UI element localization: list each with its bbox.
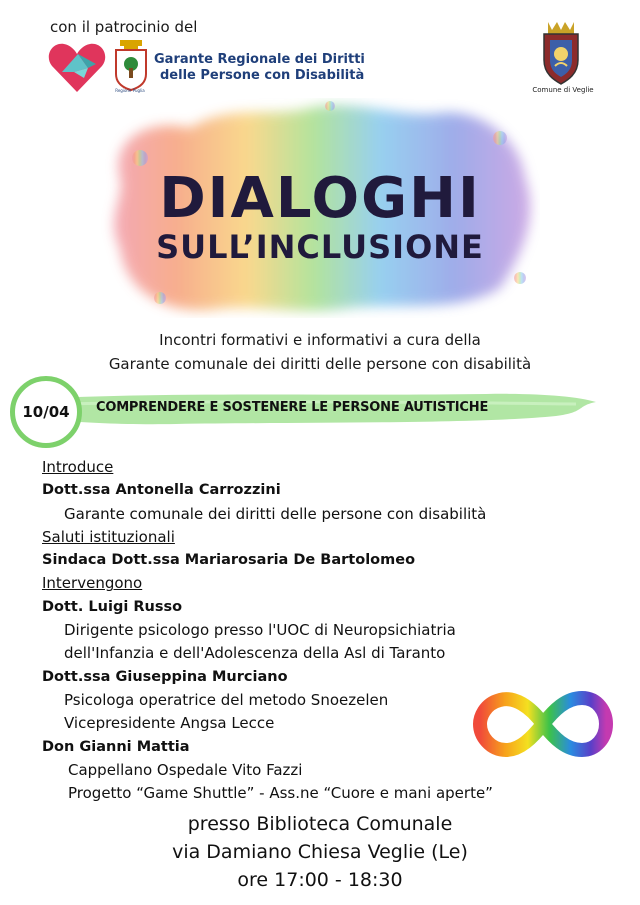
event-date-badge: 10/04 — [10, 376, 82, 448]
mayor-name: Sindaca Dott.ssa Mariarosaria De Bartolomeo — [42, 552, 416, 569]
introduce-label: Introduce — [42, 458, 114, 476]
speaker-role: dell'Infanzia e dell'Adolescenza della Asl di Taranto — [64, 644, 446, 663]
venue-info — [0, 810, 640, 894]
garante-logo — [154, 52, 365, 84]
venue-line2: via Damiano Chiesa Veglie (Le) — [172, 841, 468, 863]
speaker-role: Vicepresidente Angsa Lecce — [64, 714, 275, 733]
region-emblem-icon — [114, 40, 148, 92]
subtitle-line1: Incontri formativi e informativi a cura della — [159, 331, 481, 349]
main-title-line2: SULL’INCLUSIONE — [156, 228, 484, 266]
speaker-role: Cappellano Ospedale Vito Fazzi — [68, 760, 303, 779]
garante-logo-line2: delle Persone con Disabilità — [160, 68, 365, 83]
subtitle — [0, 328, 640, 376]
speaker-name: Dott.ssa Giuseppina Murciano — [42, 668, 288, 685]
comune-crest-icon — [540, 20, 582, 86]
introducer-name: Dott.ssa Antonella Carrozzini — [42, 482, 281, 499]
introducer-role: Garante comunale dei diritti delle persone con disabilità — [64, 504, 487, 523]
heart-origami-logo-icon — [48, 42, 106, 94]
main-title-line1: DIALOGHI — [159, 166, 481, 231]
speaker-name: Don Gianni Mattia — [42, 738, 190, 755]
patronage-label: con il patrocinio del — [50, 18, 198, 36]
speaker-name: Dott. Luigi Russo — [42, 598, 183, 615]
region-caption: Regione Puglia — [115, 88, 145, 93]
subtitle-line2: Garante comunale dei diritti delle persone con disabilità — [108, 355, 532, 373]
speakers-label: Intervengono — [42, 574, 143, 593]
event-title: COMPRENDERE E SOSTENERE LE PERSONE AUTISTICHE — [96, 400, 489, 415]
speaker-role: Dirigente psicologo presso l'UOC di Neuropsichiatria — [64, 621, 456, 640]
greetings-label: Saluti istituzionali — [42, 527, 175, 546]
venue-time: ore 17:00 - 18:30 — [237, 869, 403, 891]
comune-caption: Comune di Veglie — [532, 86, 594, 94]
speaker-role: Progetto “Game Shuttle” - Ass.ne “Cuore e mani aperte” — [68, 784, 493, 803]
speaker-role: Psicologa operatrice del metodo Snoezelen — [64, 690, 389, 709]
venue-line1: presso Biblioteca Comunale — [187, 813, 453, 835]
rainbow-infinity-icon — [472, 688, 614, 760]
garante-logo-line1: Garante Regionale dei Diritti — [154, 52, 365, 67]
